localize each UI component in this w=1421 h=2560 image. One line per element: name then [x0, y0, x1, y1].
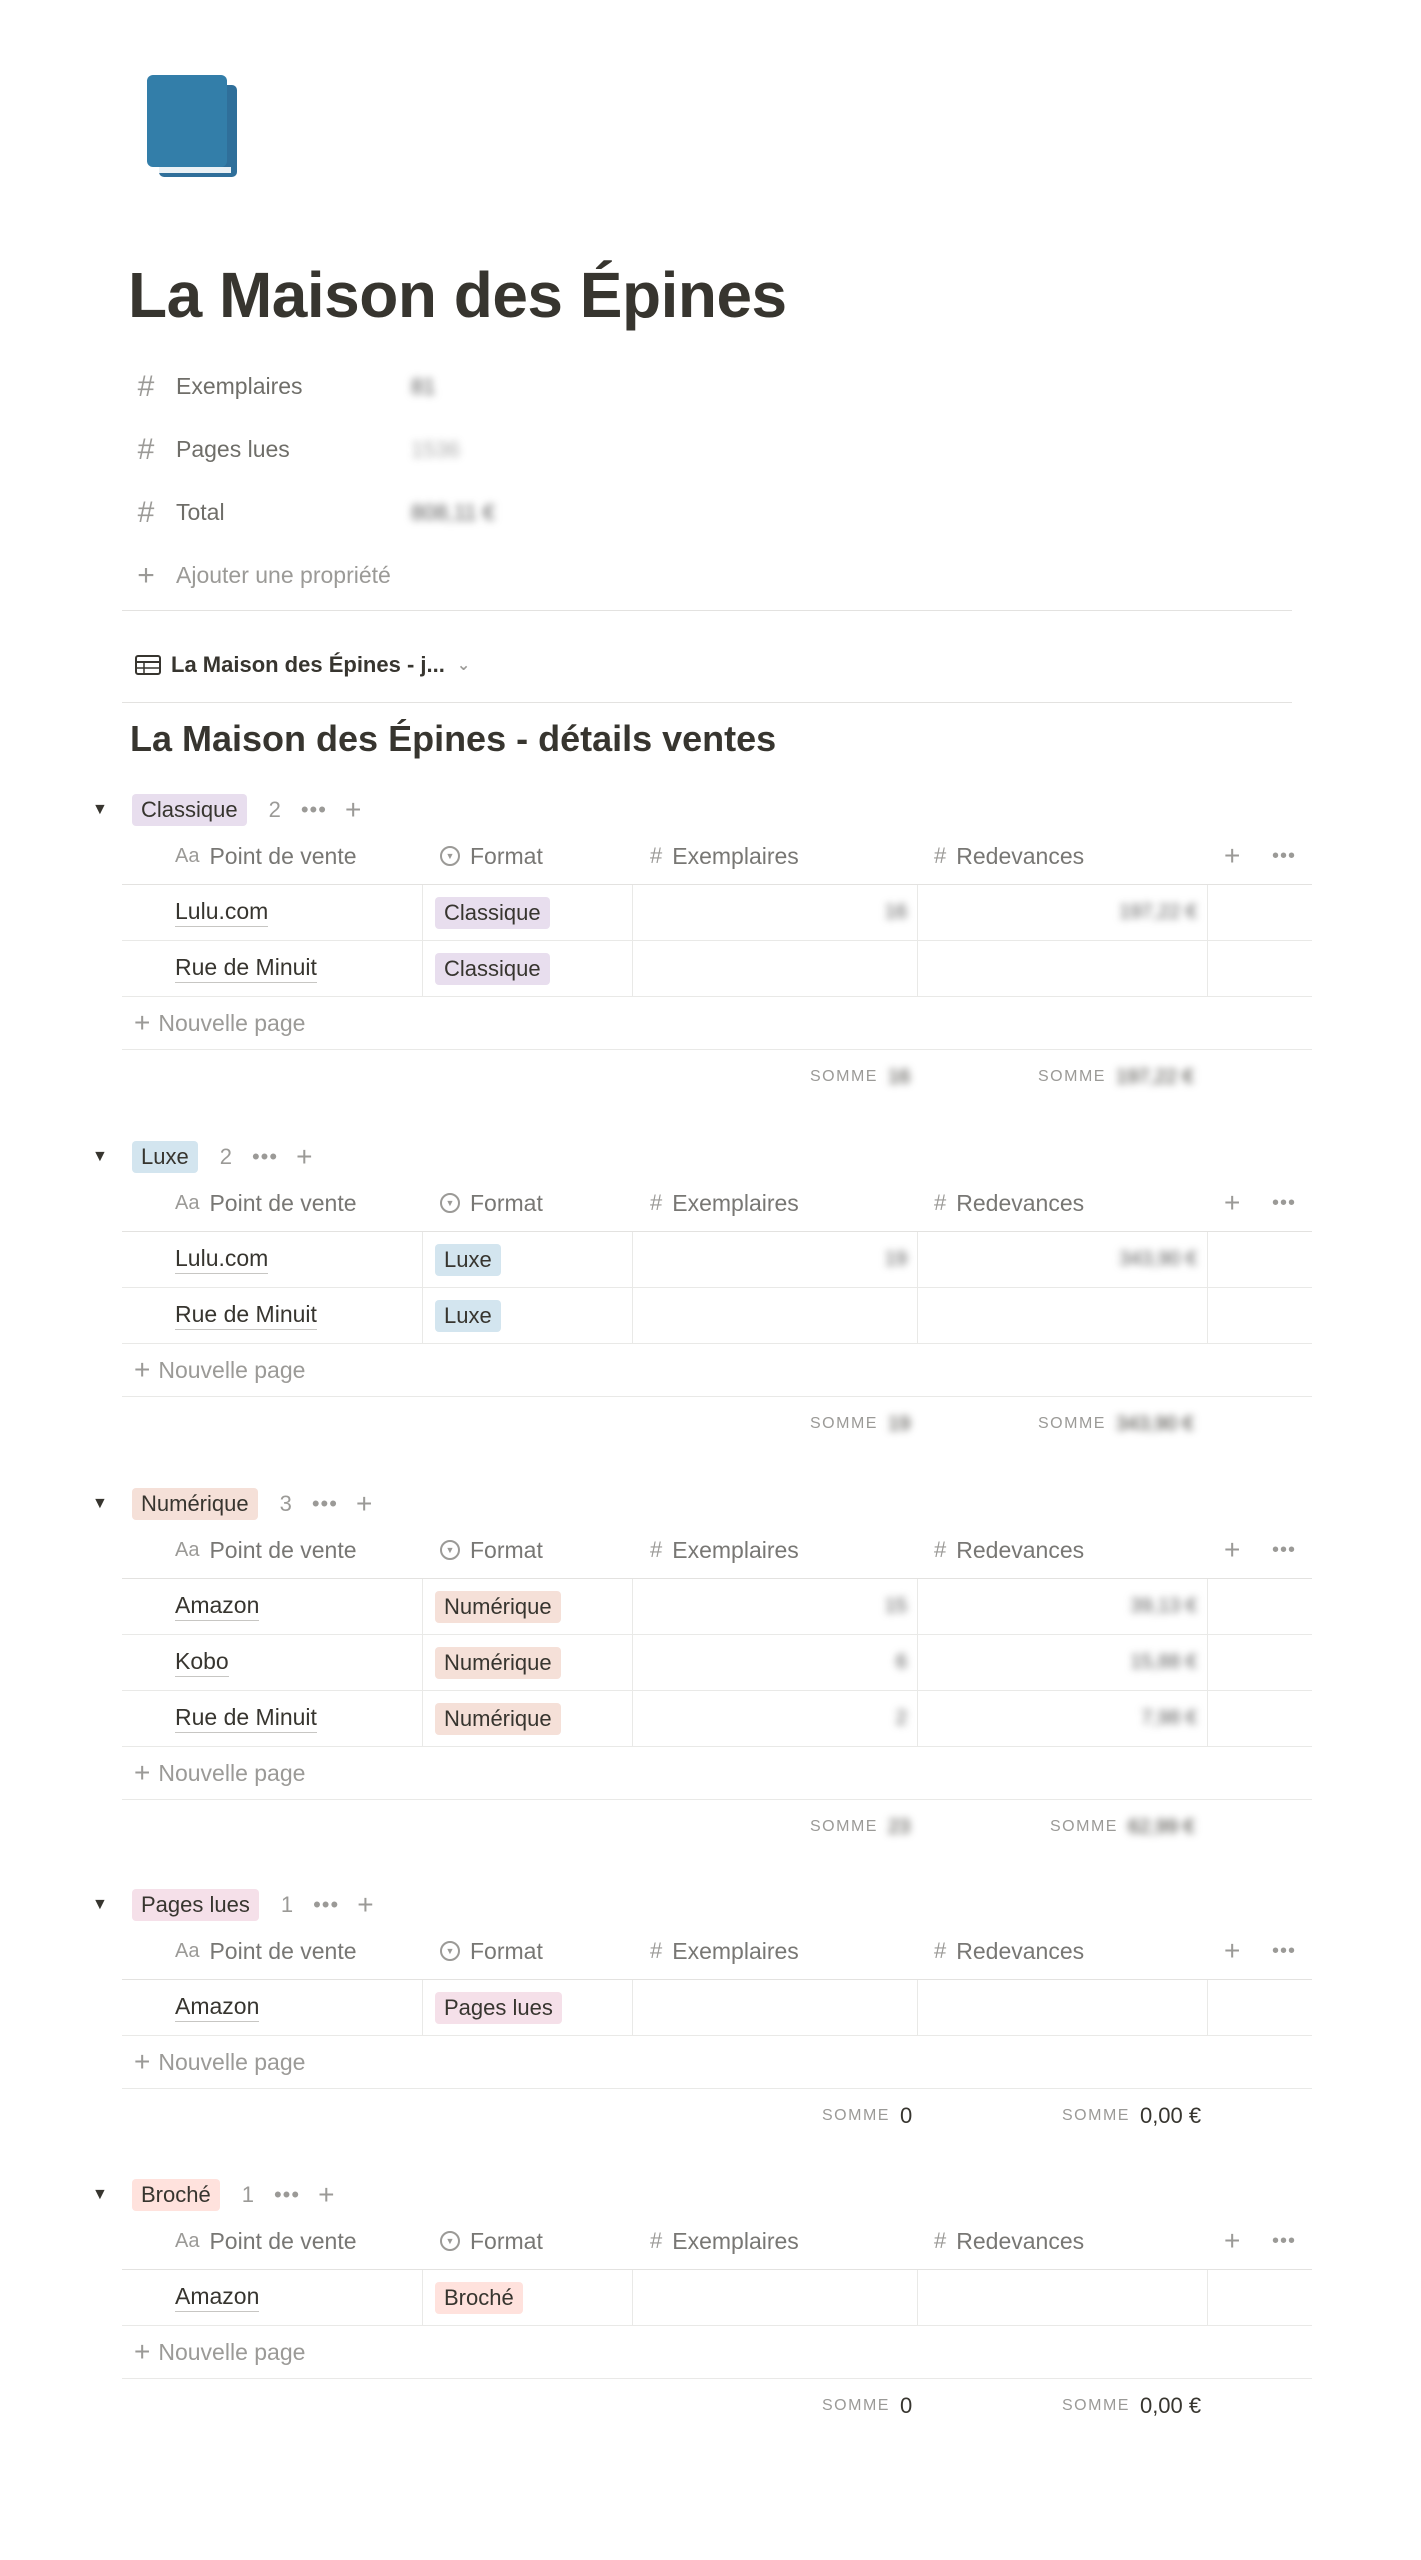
row-title[interactable]: Lulu.com	[175, 1245, 268, 1274]
number-type-icon: #	[934, 843, 947, 868]
cell-point-de-vente[interactable]	[175, 1288, 317, 1343]
group-header[interactable]	[92, 1137, 312, 1177]
number-type-icon: #	[934, 2228, 947, 2253]
column-header-format[interactable]	[440, 1175, 543, 1231]
column-label: Format	[470, 1189, 543, 1216]
sum-label: SOMME	[810, 1415, 878, 1432]
table-row[interactable]	[122, 1232, 1312, 1288]
format-tag: Luxe	[435, 1300, 501, 1332]
select-type-icon: ▼	[440, 2231, 460, 2251]
plus-icon: +	[134, 2336, 151, 2367]
sum-label: SOMME	[822, 2397, 890, 2414]
exemplaires-value: 19	[884, 1248, 907, 1270]
sum-label: SOMME	[1062, 2397, 1130, 2414]
group-count: 1	[280, 1892, 294, 1917]
add-property-button[interactable]	[130, 544, 1290, 607]
plus-icon[interactable]: +	[355, 1488, 373, 1519]
column-label: Format	[470, 1937, 543, 1964]
column-header-redevances[interactable]	[934, 828, 1084, 884]
cell-exemplaires[interactable]	[632, 941, 917, 996]
group-tag: Classique	[132, 794, 247, 826]
property-pages-lues[interactable]	[130, 418, 1290, 481]
text-type-icon: Aa	[175, 1538, 200, 1561]
column-header-redevances[interactable]	[934, 2213, 1084, 2269]
select-type-icon: ▼	[440, 846, 460, 866]
add-column-button[interactable]: +	[1224, 1935, 1241, 1966]
new-page-button[interactable]	[122, 2036, 1312, 2089]
cell-point-de-vente[interactable]	[175, 1635, 229, 1690]
cell-point-de-vente[interactable]	[175, 1232, 268, 1287]
column-label: Redevances	[956, 2227, 1085, 2254]
table-row[interactable]	[122, 941, 1312, 997]
toggle-triangle-icon[interactable]: ▼	[92, 801, 108, 818]
book-icon[interactable]	[145, 73, 241, 181]
add-column-button[interactable]: +	[1224, 1534, 1241, 1565]
column-label: Format	[470, 2227, 543, 2254]
cell-format[interactable]	[422, 941, 645, 996]
table-header	[122, 2213, 1312, 2270]
more-options-icon[interactable]: •••	[1272, 1939, 1297, 1962]
group-count: 2	[219, 1144, 232, 1169]
property-value: 1536	[411, 436, 460, 462]
cell-empty	[1207, 1232, 1313, 1287]
group-summary	[0, 2386, 1421, 2426]
column-header-redevances[interactable]	[934, 1923, 1084, 1979]
column-label: Redevances	[956, 1189, 1085, 1216]
sum-value: 0	[899, 2393, 913, 2418]
row-title[interactable]: Rue de Minuit	[175, 1704, 317, 1733]
sum-exemplaires[interactable]	[822, 2386, 912, 2426]
number-type-icon: #	[934, 1938, 947, 1963]
table-row[interactable]	[122, 1980, 1312, 2036]
cell-format[interactable]	[422, 2270, 645, 2325]
column-label: Redevances	[956, 1937, 1085, 1964]
plus-icon[interactable]: +	[318, 2179, 335, 2210]
column-label: Point de vente	[209, 1189, 357, 1216]
cell-redevances[interactable]	[917, 1232, 1207, 1287]
table-rows	[122, 1232, 1312, 1344]
column-label: Point de vente	[209, 842, 357, 869]
sum-value: 343,90 €	[1115, 1412, 1194, 1435]
table-row[interactable]	[122, 1579, 1312, 1635]
sum-exemplaires[interactable]	[810, 1057, 910, 1097]
plus-icon: +	[134, 1757, 151, 1788]
more-options-icon[interactable]: •••	[251, 1144, 279, 1169]
group-tag: Broché	[132, 2179, 220, 2211]
toggle-triangle-icon[interactable]: ▼	[92, 1148, 108, 1165]
column-label: Exemplaires	[672, 842, 799, 869]
sum-redevances[interactable]	[1062, 2096, 1201, 2136]
column-label: Exemplaires	[672, 1937, 799, 1964]
table-icon	[135, 655, 161, 675]
number-type-icon: #	[934, 1537, 947, 1562]
group-tag: Pages lues	[132, 1889, 259, 1921]
group-summary	[0, 1057, 1421, 1097]
cell-format[interactable]	[422, 1232, 645, 1287]
sum-redevances[interactable]	[1050, 1807, 1195, 1847]
column-label: Format	[470, 1536, 543, 1563]
column-header-format[interactable]	[440, 1522, 543, 1578]
format-tag: Numérique	[435, 1647, 561, 1679]
cell-empty	[1207, 1288, 1313, 1343]
cell-redevances[interactable]	[917, 1691, 1207, 1746]
table-rows	[122, 1980, 1312, 2036]
sum-value: 0	[899, 2103, 913, 2128]
number-type-icon: #	[650, 2228, 663, 2253]
new-page-label: Nouvelle page	[158, 1356, 306, 1383]
new-page-button[interactable]	[122, 997, 1312, 1050]
plus-icon: +	[134, 1007, 151, 1038]
property-exemplaires[interactable]	[130, 355, 1290, 418]
column-label: Redevances	[956, 1536, 1085, 1563]
column-label: Redevances	[956, 842, 1085, 869]
cell-exemplaires[interactable]	[632, 2270, 917, 2325]
column-label: Exemplaires	[672, 1536, 799, 1563]
column-label: Point de vente	[209, 1937, 357, 1964]
sum-redevances[interactable]	[1062, 2386, 1201, 2426]
new-page-label: Nouvelle page	[158, 2048, 306, 2075]
column-header-exemplaires[interactable]	[650, 2213, 799, 2269]
cell-exemplaires[interactable]	[632, 1635, 917, 1690]
more-options-icon[interactable]: •••	[273, 2182, 301, 2207]
cell-point-de-vente[interactable]	[175, 885, 268, 940]
table-row[interactable]	[122, 885, 1312, 941]
group-summary	[0, 1404, 1421, 1444]
row-title[interactable]: Amazon	[175, 2283, 259, 2312]
row-title[interactable]: Kobo	[175, 1648, 229, 1677]
number-type-icon: #	[650, 843, 663, 868]
toggle-triangle-icon[interactable]: ▼	[92, 2186, 108, 2203]
sum-label: SOMME	[1038, 1415, 1106, 1432]
view-name: La Maison des Épines - j...	[171, 652, 445, 677]
sum-label: SOMME	[810, 1068, 878, 1085]
table-header	[122, 1923, 1312, 1980]
exemplaires-value: 16	[884, 901, 907, 923]
table-row[interactable]	[122, 1635, 1312, 1691]
table-header	[122, 1175, 1312, 1232]
column-header-format[interactable]	[440, 2213, 543, 2269]
column-header-format[interactable]	[440, 1923, 543, 1979]
sum-value: 62,99 €	[1127, 1815, 1195, 1838]
row-title[interactable]: Amazon	[175, 1592, 259, 1621]
cell-redevances[interactable]	[917, 2270, 1207, 2325]
group-header[interactable]	[92, 1885, 374, 1925]
new-page-button[interactable]	[122, 2326, 1312, 2379]
group-summary	[0, 1807, 1421, 1847]
new-page-label: Nouvelle page	[158, 2338, 306, 2365]
group-tag: Numérique	[132, 1488, 258, 1520]
more-options-icon[interactable]: •••	[1272, 1538, 1297, 1561]
sum-value: 0,00 €	[1139, 2393, 1202, 2418]
cell-point-de-vente[interactable]	[175, 941, 317, 996]
cell-redevances[interactable]	[917, 885, 1207, 940]
column-header-exemplaires[interactable]	[650, 1175, 799, 1231]
more-options-icon[interactable]: •••	[1272, 1191, 1297, 1214]
format-tag: Classique	[435, 953, 550, 985]
cell-exemplaires[interactable]	[632, 1579, 917, 1634]
cell-redevances[interactable]	[917, 1579, 1207, 1634]
cell-format[interactable]	[422, 885, 645, 940]
sum-value: 16	[887, 1065, 911, 1088]
format-tag: Numérique	[435, 1703, 561, 1735]
cell-exemplaires[interactable]	[632, 1980, 917, 2035]
number-type-icon: #	[650, 1537, 663, 1562]
new-page-label: Nouvelle page	[158, 1759, 306, 1786]
format-tag: Luxe	[435, 1244, 501, 1276]
sum-value: 19	[887, 1412, 911, 1435]
column-header-point-de-vente[interactable]	[175, 828, 357, 884]
divider	[122, 610, 1292, 611]
toggle-triangle-icon[interactable]: ▼	[92, 1896, 108, 1913]
table-row[interactable]	[122, 1288, 1312, 1344]
number-type-icon: #	[650, 1190, 663, 1215]
database-view-tab[interactable]	[135, 652, 470, 678]
column-header-exemplaires[interactable]	[650, 828, 799, 884]
cell-empty	[1207, 2270, 1313, 2325]
sum-label: SOMME	[810, 1818, 878, 1835]
more-options-icon[interactable]: •••	[1272, 2229, 1297, 2252]
column-label: Exemplaires	[672, 2227, 799, 2254]
sum-value: 197,22 €	[1115, 1065, 1194, 1088]
new-page-label: Nouvelle page	[158, 1009, 306, 1036]
page-title[interactable]: La Maison des Épines	[128, 259, 787, 331]
row-title[interactable]: Lulu.com	[175, 898, 268, 927]
property-value: 808,11 €	[411, 499, 496, 525]
text-type-icon: Aa	[175, 1191, 200, 1214]
property-name: Pages lues	[176, 436, 290, 462]
table-header	[122, 1522, 1312, 1579]
table-row[interactable]	[122, 2270, 1312, 2326]
properties-list	[130, 355, 1290, 607]
more-options-icon[interactable]: •••	[1272, 844, 1297, 867]
group-header[interactable]	[92, 790, 361, 830]
cell-exemplaires[interactable]	[632, 1691, 917, 1746]
column-header-exemplaires[interactable]	[650, 1522, 799, 1578]
select-type-icon: ▼	[440, 1193, 460, 1213]
redevances-value: 7,98 €	[1141, 1707, 1197, 1729]
property-name: Total	[176, 499, 225, 525]
select-type-icon: ▼	[440, 1941, 460, 1961]
plus-icon: +	[134, 2046, 151, 2077]
redevances-value: 15,88 €	[1130, 1651, 1197, 1673]
cell-empty	[1207, 941, 1313, 996]
cell-empty	[1207, 885, 1313, 940]
number-type-icon: #	[650, 1938, 663, 1963]
number-icon: #	[137, 369, 155, 403]
cell-empty	[1207, 1691, 1313, 1746]
group-count: 1	[241, 2182, 254, 2207]
cell-format[interactable]	[422, 1980, 645, 2035]
group-header[interactable]	[92, 1484, 372, 1524]
sum-label: SOMME	[1062, 2107, 1130, 2124]
row-title[interactable]: Rue de Minuit	[175, 954, 317, 983]
sum-redevances[interactable]	[1038, 1057, 1194, 1097]
text-type-icon: Aa	[175, 844, 200, 867]
new-page-button[interactable]	[122, 1344, 1312, 1397]
column-header-point-de-vente[interactable]	[175, 1522, 357, 1578]
column-header-exemplaires[interactable]	[650, 1923, 799, 1979]
sum-exemplaires[interactable]	[822, 2096, 912, 2136]
sum-label: SOMME	[1038, 1068, 1106, 1085]
sum-exemplaires[interactable]	[810, 1807, 910, 1847]
column-header-point-de-vente[interactable]	[175, 2213, 357, 2269]
plus-icon[interactable]: +	[296, 1141, 313, 1172]
divider	[122, 702, 1292, 703]
cell-format[interactable]	[422, 1579, 645, 1634]
table-header	[122, 828, 1312, 885]
cell-redevances[interactable]	[917, 1635, 1207, 1690]
exemplaires-value: 15	[884, 1595, 907, 1617]
table-row[interactable]	[122, 1691, 1312, 1747]
column-label: Exemplaires	[672, 1189, 799, 1216]
database-title[interactable]: La Maison des Épines - détails ventes	[130, 718, 777, 759]
group-count: 2	[268, 797, 281, 822]
cell-format[interactable]	[422, 1691, 645, 1746]
text-type-icon: Aa	[175, 1939, 200, 1962]
cell-point-de-vente[interactable]	[175, 1980, 259, 2035]
table-rows	[122, 885, 1312, 997]
redevances-value: 343,90 €	[1119, 1248, 1197, 1270]
group-summary	[0, 2096, 1421, 2136]
format-tag: Pages lues	[435, 1992, 562, 2024]
cell-redevances[interactable]	[917, 941, 1207, 996]
format-tag: Classique	[435, 897, 550, 929]
group-count: 3	[279, 1491, 292, 1516]
number-icon: #	[137, 495, 155, 529]
exemplaires-value: 2	[895, 1707, 907, 1729]
group-tag: Luxe	[132, 1141, 198, 1173]
plus-icon: +	[134, 1354, 151, 1385]
plus-icon: +	[137, 558, 155, 592]
sum-exemplaires[interactable]	[810, 1404, 910, 1444]
cell-redevances[interactable]	[917, 1288, 1207, 1343]
cell-point-de-vente[interactable]	[175, 1691, 317, 1746]
column-header-redevances[interactable]	[934, 1175, 1084, 1231]
cell-exemplaires[interactable]	[632, 885, 917, 940]
column-label: Point de vente	[209, 1536, 357, 1563]
select-type-icon: ▼	[440, 1540, 460, 1560]
sum-label: SOMME	[1050, 1818, 1118, 1835]
more-options-icon[interactable]: •••	[311, 1491, 338, 1516]
group-header[interactable]	[92, 2175, 334, 2215]
plus-icon[interactable]: +	[357, 1889, 374, 1920]
cell-empty	[1207, 1635, 1313, 1690]
cell-exemplaires[interactable]	[632, 1232, 917, 1287]
sum-label: SOMME	[822, 2107, 890, 2124]
cell-empty	[1207, 1980, 1313, 2035]
add-property-label: Ajouter une propriété	[176, 562, 391, 588]
sum-value: 23	[887, 1815, 911, 1838]
text-type-icon: Aa	[175, 2229, 200, 2252]
property-total[interactable]	[130, 481, 1290, 544]
cell-empty	[1207, 1579, 1313, 1634]
more-options-icon[interactable]: •••	[300, 797, 327, 822]
add-column-button[interactable]: +	[1224, 840, 1241, 871]
redevances-value: 197,22 €	[1119, 901, 1197, 923]
row-title[interactable]: Rue de Minuit	[175, 1301, 317, 1330]
toggle-triangle-icon[interactable]: ▼	[92, 1495, 108, 1512]
number-type-icon: #	[934, 1190, 947, 1215]
column-label: Format	[470, 842, 543, 869]
add-column-button[interactable]: +	[1224, 2225, 1241, 2256]
table-rows	[122, 1579, 1312, 1747]
cell-redevances[interactable]	[917, 1980, 1207, 2035]
table-rows	[122, 2270, 1312, 2326]
exemplaires-value: 6	[895, 1651, 907, 1673]
column-label: Point de vente	[209, 2227, 357, 2254]
property-name: Exemplaires	[176, 373, 303, 399]
plus-icon[interactable]: +	[344, 794, 362, 825]
row-title[interactable]: Amazon	[175, 1993, 259, 2022]
chevron-down-icon[interactable]: ⌄	[456, 657, 471, 674]
format-tag: Numérique	[435, 1591, 561, 1623]
cell-format[interactable]	[422, 1635, 645, 1690]
property-value: 81	[411, 373, 436, 399]
column-header-point-de-vente[interactable]	[175, 1923, 357, 1979]
format-tag: Broché	[435, 2282, 523, 2314]
cell-format[interactable]	[422, 1288, 645, 1343]
number-icon: #	[137, 432, 155, 466]
sum-redevances[interactable]	[1038, 1404, 1194, 1444]
cell-exemplaires[interactable]	[632, 1288, 917, 1343]
column-header-point-de-vente[interactable]	[175, 1175, 357, 1231]
column-header-redevances[interactable]	[934, 1522, 1084, 1578]
column-header-format[interactable]	[440, 828, 543, 884]
add-column-button[interactable]: +	[1224, 1187, 1241, 1218]
redevances-value: 39,13 €	[1130, 1595, 1197, 1617]
new-page-button[interactable]	[122, 1747, 1312, 1800]
cell-point-de-vente[interactable]	[175, 1579, 259, 1634]
more-options-icon[interactable]: •••	[313, 1892, 340, 1917]
cell-point-de-vente[interactable]	[175, 2270, 259, 2325]
sum-value: 0,00 €	[1139, 2103, 1202, 2128]
